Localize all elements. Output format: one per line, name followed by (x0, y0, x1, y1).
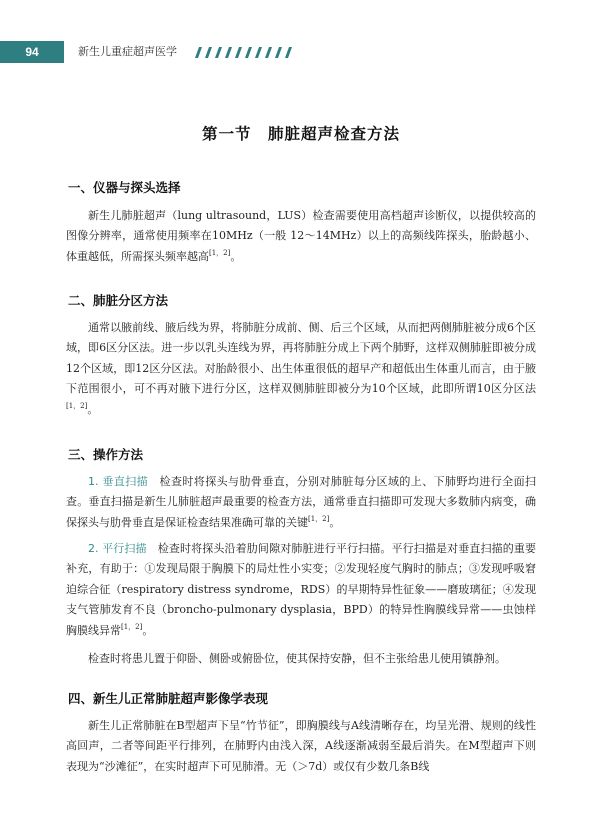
page-number: 94 (0, 41, 64, 63)
paragraph-parallel-scan (66, 539, 536, 641)
section-heading-operation: 三、操作方法 (68, 447, 144, 462)
section-heading-normal-findings: 四、新生儿正常肺脏超声影像学表现 (68, 691, 269, 706)
decorative-stripes (192, 47, 302, 58)
subsection-title: 1. 垂直扫描 (88, 475, 149, 488)
citation: [1，2] (66, 401, 88, 410)
paragraph-text: 通常以腋前线、腋后线为界，将肺脏分成前、侧、后三个区域，从而把两侧肺脏被分成6个区域，即6区分区法。进一步以乳头连线为界，再将肺脏分成上下两个肺野，这样双侧肺脏即被分成12个区域，即12区分区法。对胎龄很小、出生体重很低的超早产和超低出生体重儿而言，由于腋下范围很小，可不再对腋下进行分区，这样双侧肺脏即被分为10个区域，此即所谓10区分区法 (66, 321, 536, 396)
chapter-title: 第一节 肺脏超声检查方法 (201, 124, 400, 143)
running-header (0, 41, 602, 63)
paragraph-text: 检查时将患儿置于仰卧、侧卧或俯卧位，使其保持安静，但不主张给患儿使用镇静剂。 (88, 652, 506, 665)
paragraph-vertical-scan (66, 472, 536, 533)
paragraph-end: 。 (230, 249, 242, 263)
book-title: 新生儿重症超声医学 (78, 45, 177, 58)
section-heading-equipment: 一、仪器与探头选择 (68, 180, 181, 195)
paragraph (66, 318, 536, 420)
paragraph-text: 新生儿正常肺脏在B型超声下呈“竹节征”，即胸膜线与A线清晰存在，均呈光滑、规则的线性高回声，二者等间距平行排列，在肺野内由浅入深，A线逐渐减弱至最后消失。在M型超声下则表现为“沙滩征”，在实时超声下可见肺滑。无（＞7d）或仅有少数几条B线 (66, 719, 536, 773)
citation: [1，2] (121, 622, 143, 631)
citation: [1，2] (308, 514, 330, 523)
paragraph-end: 。 (142, 623, 154, 637)
paragraph-text: 检查时将探头沿着肋间隙对肺脏进行平行扫描。平行扫描是对垂直扫描的重要补充，有助于：①发现局限于胸膜下的局灶性小实变；②发现轻度气胸时的肺点；③发现呼吸窘迫综合征（respiratory distress syndrome，RDS）的早期特异性征象——磨玻璃征；④发现支气管肺发育不良（broncho-pulmonary dysplasia，BPD）的特异性胸膜线异常——虫蚀样胸膜线异常 (66, 542, 537, 637)
section-heading-zoning: 二、肺脏分区方法 (68, 293, 169, 308)
paragraph-text: 新生儿肺脏超声（lung ultrasound，LUS）检查需要使用高档超声诊断仪，以提供较高的图像分辨率，通常使用频率在10MHz（一般 12～14MHz）以上的高频线阵探头，胎龄越小、体重越低，所需探头频率越高 (66, 209, 536, 263)
citation: [1，2] (209, 248, 231, 257)
paragraph-end: 。 (329, 515, 341, 529)
paragraph (66, 649, 536, 669)
paragraph-end: 。 (87, 402, 99, 416)
subsection-title: 2. 平行扫描 (88, 542, 147, 555)
paragraph-text: 检查时将探头与肋骨垂直，分别对肺脏每分区域的上、下肺野均进行全面扫查。垂直扫描是新生儿肺脏超声最重要的检查方法，通常垂直扫描即可发现大多数肺内病变，确保探头与肋骨垂直是保证检查结果准确可靠的关键 (66, 475, 537, 529)
paragraph (66, 716, 536, 777)
paragraph (66, 206, 536, 267)
